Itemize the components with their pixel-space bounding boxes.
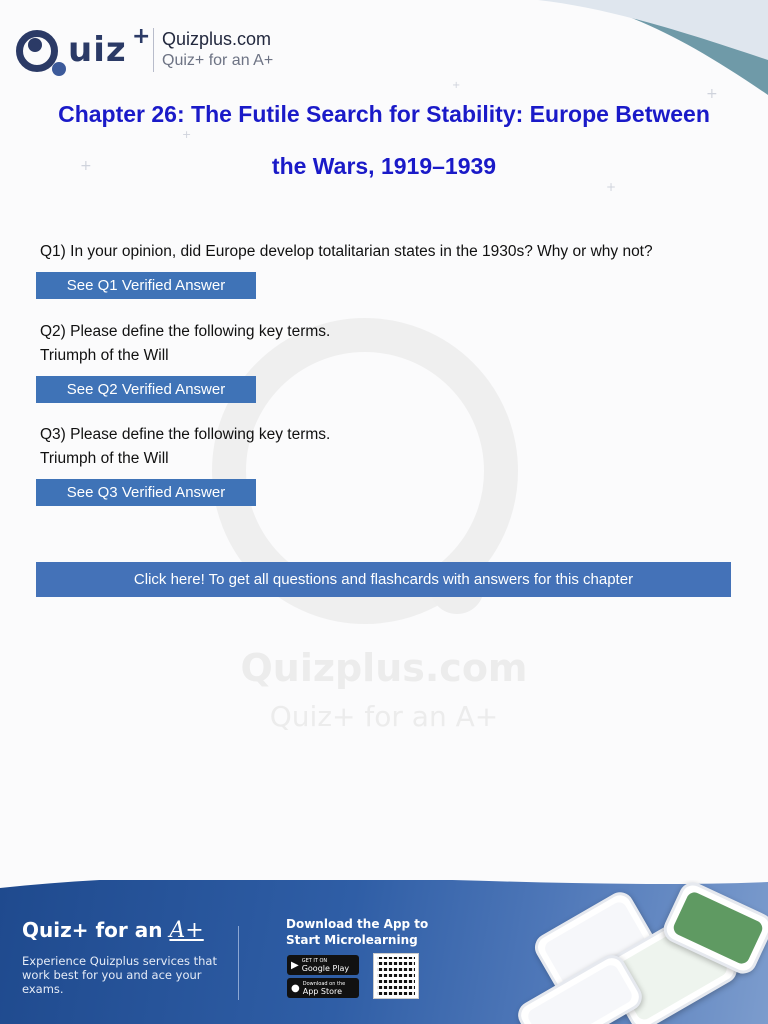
logo-divider (153, 28, 154, 72)
logo-text (162, 28, 273, 72)
question-2-term: Triumph of the Will (40, 347, 169, 364)
download-line1: Download the App to (286, 917, 429, 931)
question-3-term: Triumph of the Will (40, 450, 169, 467)
get-all-questions-button[interactable]: Click here! To get all questions and flashcards with answers for this chapter (36, 562, 731, 597)
question-2-text: Q2) Please define the following key terms. (40, 323, 331, 340)
footer-title (22, 918, 204, 943)
question-3-text: Q3) Please define the following key terms. (40, 426, 331, 443)
chapter-title (30, 88, 738, 192)
quizplus-logo[interactable] (14, 24, 273, 76)
qr-code[interactable] (374, 954, 418, 998)
question-1-text: Q1) In your opinion, did Europe develop totalitarian states in the 1930s? Why or why not? (40, 243, 653, 260)
sparkle-icon: + (182, 128, 192, 141)
question-1 (40, 240, 653, 264)
google-play-label: Google Play (301, 964, 350, 973)
sparkle-icon: + (606, 180, 617, 194)
footer-description: Experience Quizplus services that work best for you and ace your exams. (22, 954, 217, 996)
apple-icon: ● (291, 982, 300, 994)
chapter-title-line1: Chapter 26: The Futile Search for Stability: Europe Between (58, 101, 710, 127)
download-app-text (286, 916, 446, 948)
see-q1-answer-button[interactable]: See Q1 Verified Answer (36, 272, 256, 299)
footer-banner (0, 880, 768, 1024)
see-q3-answer-button[interactable]: See Q3 Verified Answer (36, 479, 256, 506)
google-play-small-label: GET IT ON (301, 958, 328, 964)
footer-divider (238, 926, 239, 1000)
download-line2: Start Microlearning (286, 933, 418, 947)
watermark-tagline: Quiz+ for an A+ (269, 700, 499, 733)
footer-title-grade: A+ (169, 918, 204, 943)
sparkle-icon: + (452, 80, 461, 91)
app-store-badge[interactable] (287, 978, 359, 998)
watermark-site: Quizplus.com (240, 646, 528, 690)
logo-tagline: Quiz+ for an A+ (162, 52, 274, 69)
sparkle-icon: + (80, 158, 92, 174)
logo-site: Quizplus.com (162, 29, 272, 49)
app-store-label: App Store (302, 987, 343, 996)
chapter-title-line2: the Wars, 1919–1939 (271, 153, 497, 179)
google-play-badge[interactable] (287, 955, 359, 975)
quiz-plus-logo-icon: uiz + (14, 24, 149, 76)
footer-title-prefix: Quiz+ for an (22, 918, 170, 942)
question-3 (40, 423, 330, 471)
see-q2-answer-button[interactable]: See Q2 Verified Answer (36, 376, 256, 403)
app-store-small-label: Download on the (302, 981, 346, 987)
google-play-icon: ▶ (291, 959, 299, 971)
footer-curve-decoration (0, 880, 768, 910)
question-2 (40, 320, 330, 368)
sparkle-icon: + (706, 86, 718, 102)
